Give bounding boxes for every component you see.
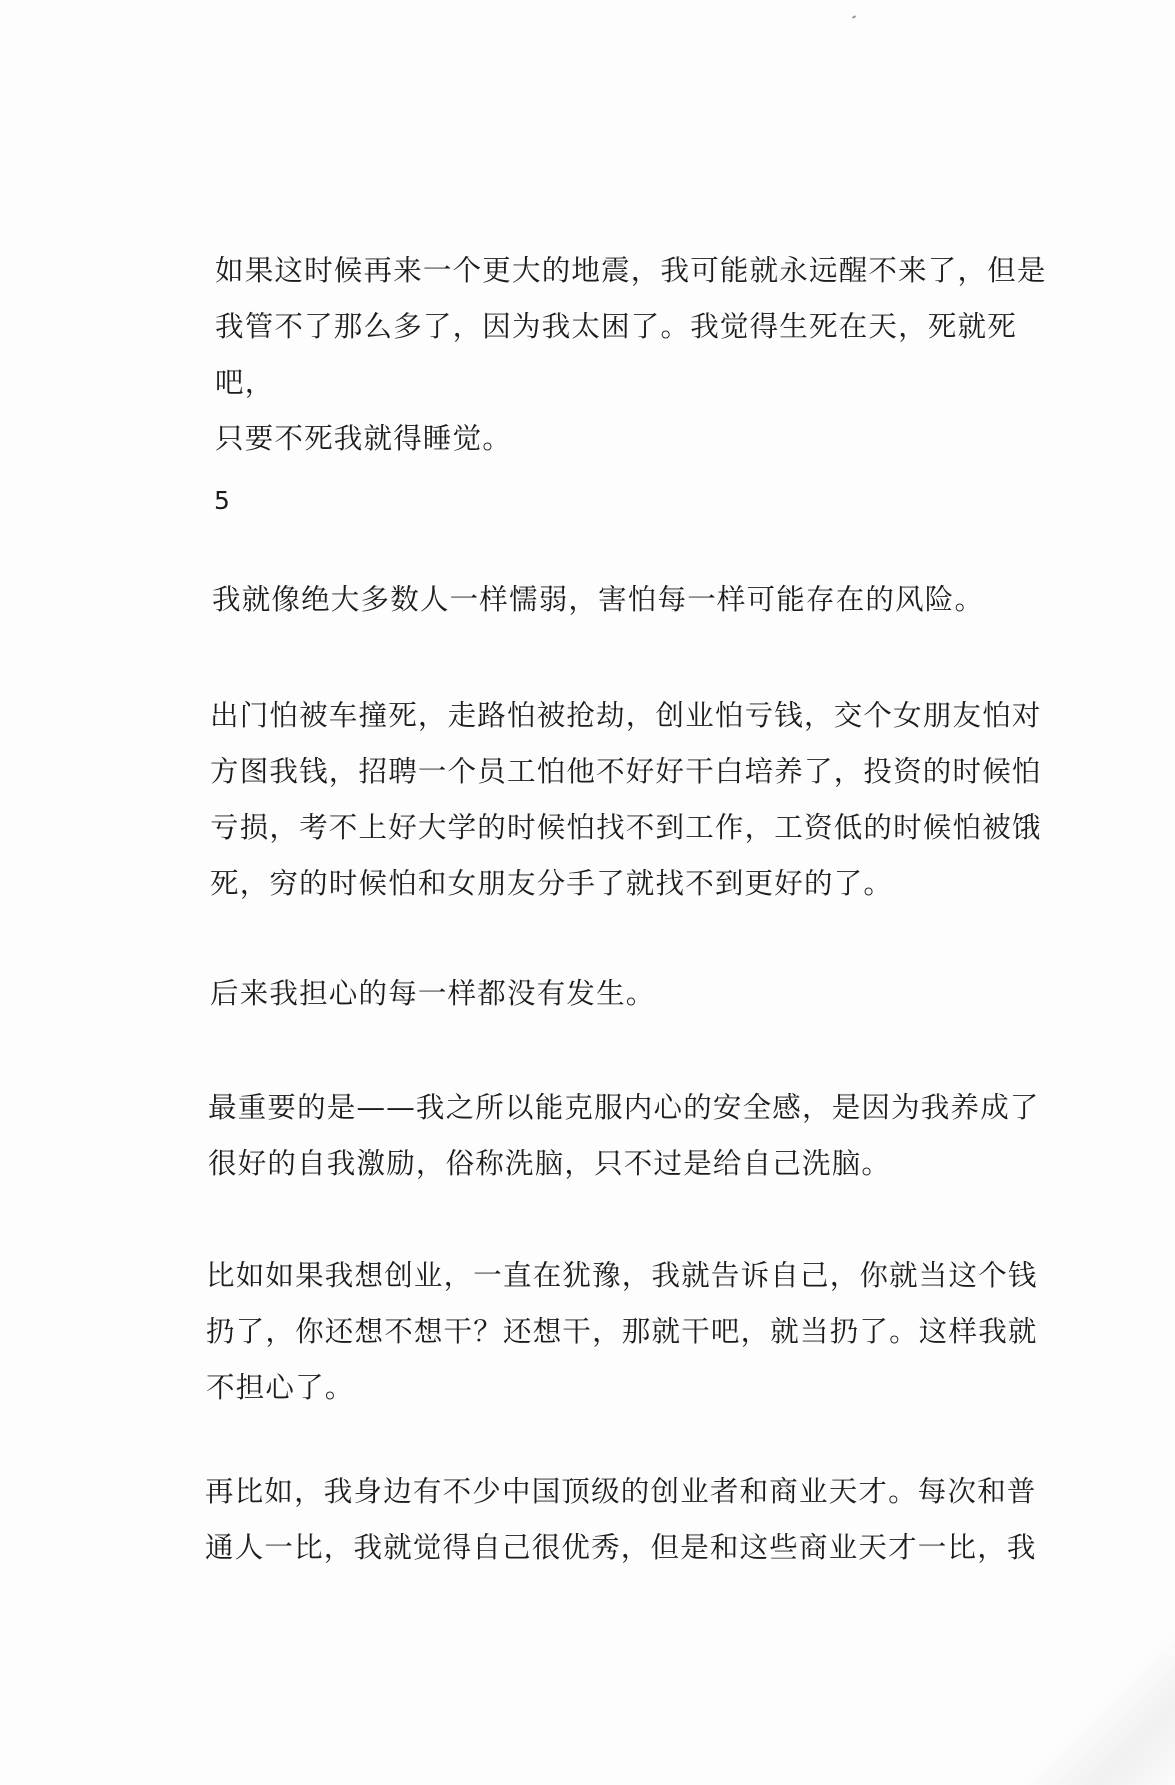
paragraph-earthquake: 如果这时候再来一个更大的地震，我可能就永远醒不来了，但是 我管不了那么多了，因为我太困了。我觉得生死在天，死就死吧， 只要不死我就得睡觉。: [215, 254, 1047, 455]
paragraph-cowardly: 我就像绝大多数人一样懦弱，害怕每一样可能存在的风险。: [212, 583, 985, 616]
paragraph-fears: 出门怕被车撞死，走路怕被抢劫，创业怕亏钱，交个女朋友怕对 方图我钱，招聘一个员工怕他不好好干白培养了，投资的时候怕 亏损，考不上好大学的时候怕找不到工作，工资低的时候怕被饿 死，穷的时候怕和女朋友分手了就找不到更好的了。: [210, 699, 1042, 900]
page-corner-shadow: [1025, 1585, 1175, 1785]
paragraph-none-happened: 后来我担心的每一样都没有发生。: [210, 977, 656, 1010]
paragraph-self-motivation: 最重要的是——我之所以能克服内心的安全感，是因为我养成了 很好的自我激励，俗称洗脑，只不过是给自己洗脑。: [208, 1091, 1040, 1180]
paragraph-business-geniuses: 再比如，我身边有不少中国顶级的创业者和商业天才。每次和普 通人一比，我就觉得自己很优秀，但是和这些商业天才一比，我: [205, 1475, 1037, 1564]
section-number: 5: [214, 486, 232, 515]
paragraph-startup-example: 比如如果我想创业，一直在犹豫，我就告诉自己，你就当这个钱 扔了，你还想不想干？还想干，那就干吧，就当扔了。这样我就 不担心了。: [206, 1259, 1038, 1404]
scan-speck: [852, 15, 856, 19]
